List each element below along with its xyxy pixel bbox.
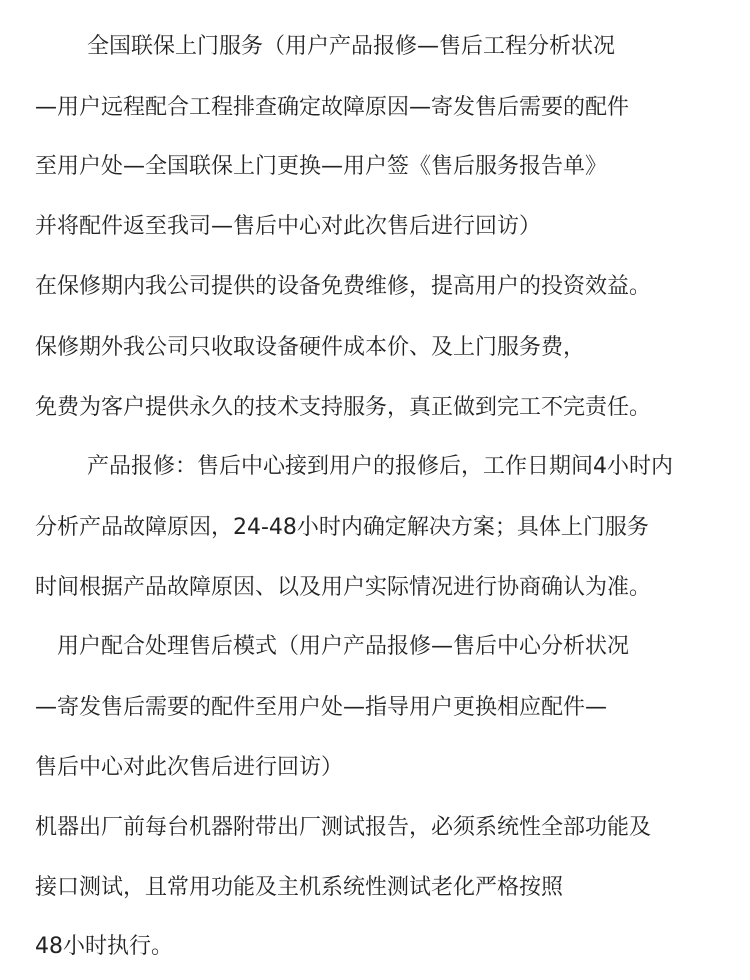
text-line: 48小时执行。 xyxy=(35,934,173,959)
text-line: 并将配件返至我司—售后中心对此次售后进行回访） xyxy=(35,214,542,239)
text-line: 售后中心对此次售后进行回访） xyxy=(35,755,344,780)
text-line: 接口测试，且常用功能及主机系统性测试老化严格按照 xyxy=(35,875,564,900)
text-line: —寄发售后需要的配件至用户处—指导用户更换相应配件— xyxy=(35,695,608,720)
text-line: 至用户处—全国联保上门更换—用户签《售后服务报告单》 xyxy=(35,154,608,179)
text-line: 用户配合处理售后模式（用户产品报修—售后中心分析状况 xyxy=(57,634,630,659)
text-line: 在保修期内我公司提供的设备免费维修，提高用户的投资效益。 xyxy=(35,274,652,299)
text-line: 时间根据产品故障原因、以及用户实际情况进行协商确认为准。 xyxy=(35,575,652,600)
text-line: 机器出厂前每台机器附带出厂测试报告，必须系统性全部功能及 xyxy=(35,815,652,840)
text-line: 产品报修：售后中心接到用户的报修后，工作日期间4小时内 xyxy=(87,454,673,479)
text-line: 全国联保上门服务（用户产品报修—售后工程分析状况 xyxy=(87,34,616,59)
text-line: —用户远程配合工程排查确定故障原因—寄发售后需要的配件 xyxy=(35,95,630,120)
text-line: 免费为客户提供永久的技术支持服务，真正做到完工不完责任。 xyxy=(35,395,652,420)
text-line: 分析产品故障原因，24-48小时内确定解决方案；具体上门服务 xyxy=(35,515,649,540)
text-line: 保修期外我公司只收取设备硬件成本价、及上门服务费， xyxy=(35,335,586,360)
